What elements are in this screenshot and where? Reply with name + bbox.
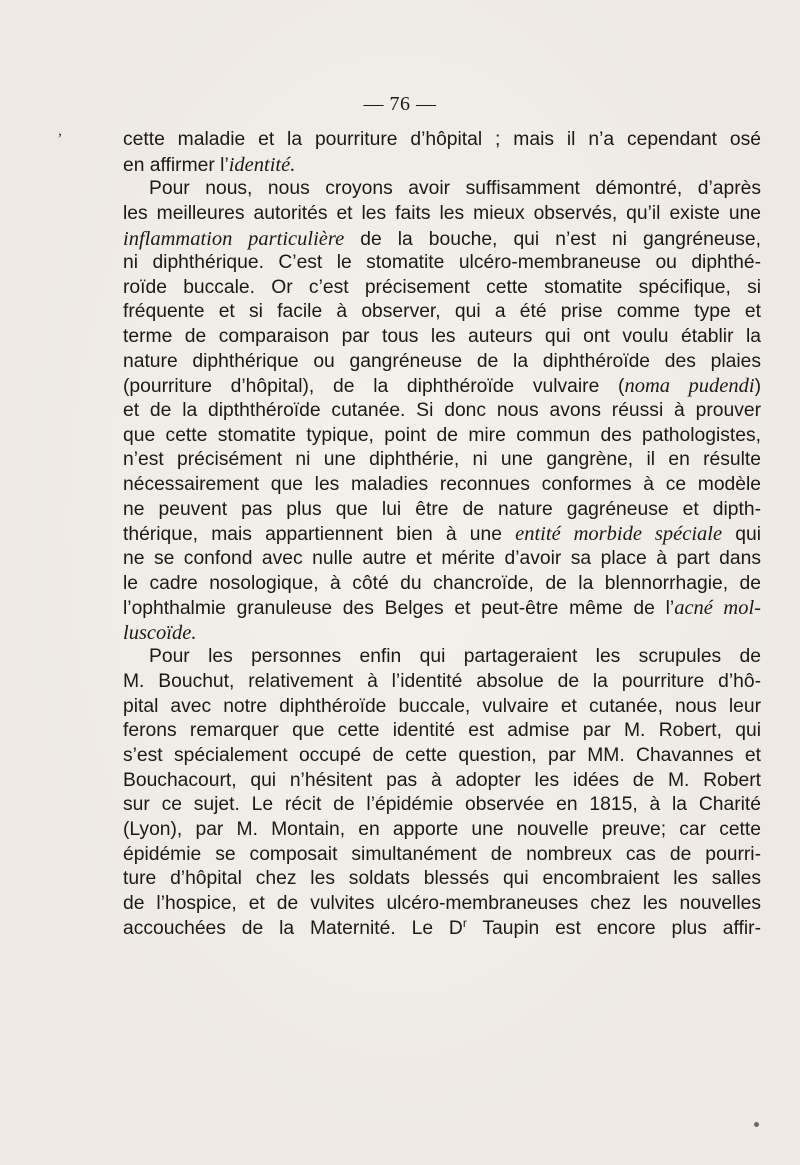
text-segment: nature diphthérique ou gangréneuse de la diphthéroïde des plaies [123,350,761,372]
text-segment: terme de comparaison par tous les auteurs qui ont voulu établir la [123,326,761,348]
text-line [123,843,761,868]
text-line [123,917,761,942]
text-line [123,596,761,621]
text-line [123,350,761,375]
text-line [123,473,761,498]
text-line [123,867,761,892]
italic-text: luscoïde. [123,621,197,644]
text-line [123,621,761,646]
text-segment: Taupin est encore plus affir- [466,917,761,939]
text-segment: M. Bouchut, relativement à l’identité absolue de la pourriture d’hô- [123,671,761,693]
text-segment: ne peuvent pas plus que lui être de nature gagréneuse et dipth- [123,498,761,520]
text-segment: roïde buccale. Or c’est précisement cette stomatite spécifique, si [123,276,761,298]
text-segment: Pour les personnes enfin qui partageraient les scrupules de [149,646,761,668]
text-line [123,522,761,547]
text-segment: Bouchacourt, qui n’hésitent pas à adopter les idées de M. Robert [123,769,761,791]
text-segment: thérique, mais appartiennent bien à une [123,524,516,546]
body-text [123,128,761,941]
text-line [123,424,761,449]
italic-text: inflammation particulière [123,227,345,250]
scan-speck [754,1122,759,1127]
text-segment: les meilleures autorités et les faits les mieux observés, qu’il existe une [123,202,761,224]
italic-text: noma pudendi [624,375,755,398]
text-line [123,769,761,794]
text-segment: accouchées de la Maternité. Le D [123,917,463,939]
text-segment: qui [722,524,761,546]
text-line [123,744,761,769]
text-segment: cette maladie et la pourriture d’hôpital ; mais il n’a cependant osé [123,129,761,150]
text-line [123,695,761,720]
text-line [123,153,761,178]
text-line [123,645,761,670]
text-segment: ne se confond avec nulle autre et mérite d’avoir sa place à part dans [123,547,761,569]
text-line [123,793,761,818]
text-segment: le cadre nosologique, à côté du chancroïde, de la blennorrhagie, de [123,572,761,594]
text-line [123,399,761,424]
text-segment: ture d’hôpital chez les soldats blessés qui encombraient les salles [123,868,761,890]
text-line [123,227,761,252]
text-line [123,547,761,572]
text-line [123,719,761,744]
text-line [123,251,761,276]
text-segment: de la bouche, qui n’est ni gangréneuse, [344,228,761,250]
text-segment: de l’hospice, et de vulvites ulcéro-membraneuses chez les nouvelles [123,892,761,914]
text-segment: pital avec notre diphthéroïde buccale, vulvaire et cutanée, nous leur [123,695,761,717]
text-line [123,276,761,301]
text-segment: (Lyon), par M. Montain, en apporte une nouvelle preuve; car cette [123,818,761,840]
text-line [123,818,761,843]
text-segment: l’ophthalmie granuleuse des Belges et peut-être même de l’ [123,598,675,620]
text-segment: (pourriture d’hôpital), de la diphthéroïde vulvaire ( [123,376,625,398]
text-segment: épidémie se composait simultanément de nombreux cas de pourri- [123,843,761,865]
text-line [123,498,761,523]
text-line [123,128,761,153]
text-segment: fréquente et si facile à observer, qui a été prise comme type et [123,301,761,323]
text-segment: en affirmer l’ [123,154,229,176]
text-line [123,177,761,202]
text-segment: nécessairement que les maladies reconnues conformes à ce modèle [123,473,761,495]
italic-text: identité. [228,153,296,176]
text-segment: ) [754,376,761,398]
text-segment: ni diphthérique. C’est le stomatite ulcéro-membraneuse ou diphthé- [123,252,761,274]
text-line [123,300,761,325]
text-segment: s’est spécialement occupé de cette question, par MM. Chavannes et [123,745,761,767]
text-line [123,670,761,695]
text-segment: et de la dipththéroïde cutanée. Si donc nous avons réussi à prouver [123,400,761,422]
text-segment: sur ce sujet. Le récit de l’épidémie observée en 1815, à la Charité [123,794,761,816]
superscript-text: r [462,915,467,930]
text-line [123,325,761,350]
text-line [123,374,761,399]
margin-mark: , [58,122,62,139]
text-segment: que cette stomatite typique, point de mire commun des pathologistes, [123,424,761,446]
page-number: — 76 — [363,93,437,115]
text-segment: Pour nous, nous croyons avoir suffisamment démontré, d’après [149,178,761,200]
text-segment: n’est précisément ni une diphthérie, ni une gangrène, il en résulte [123,449,761,471]
text-line [123,892,761,917]
text-line [123,202,761,227]
text-line [123,448,761,473]
italic-text: entité morbide spéciale [515,523,723,546]
text-line [123,572,761,597]
text-segment: ferons remarquer que cette identité est admise par M. Robert, qui [123,720,761,742]
italic-text: acné mol- [674,597,761,620]
